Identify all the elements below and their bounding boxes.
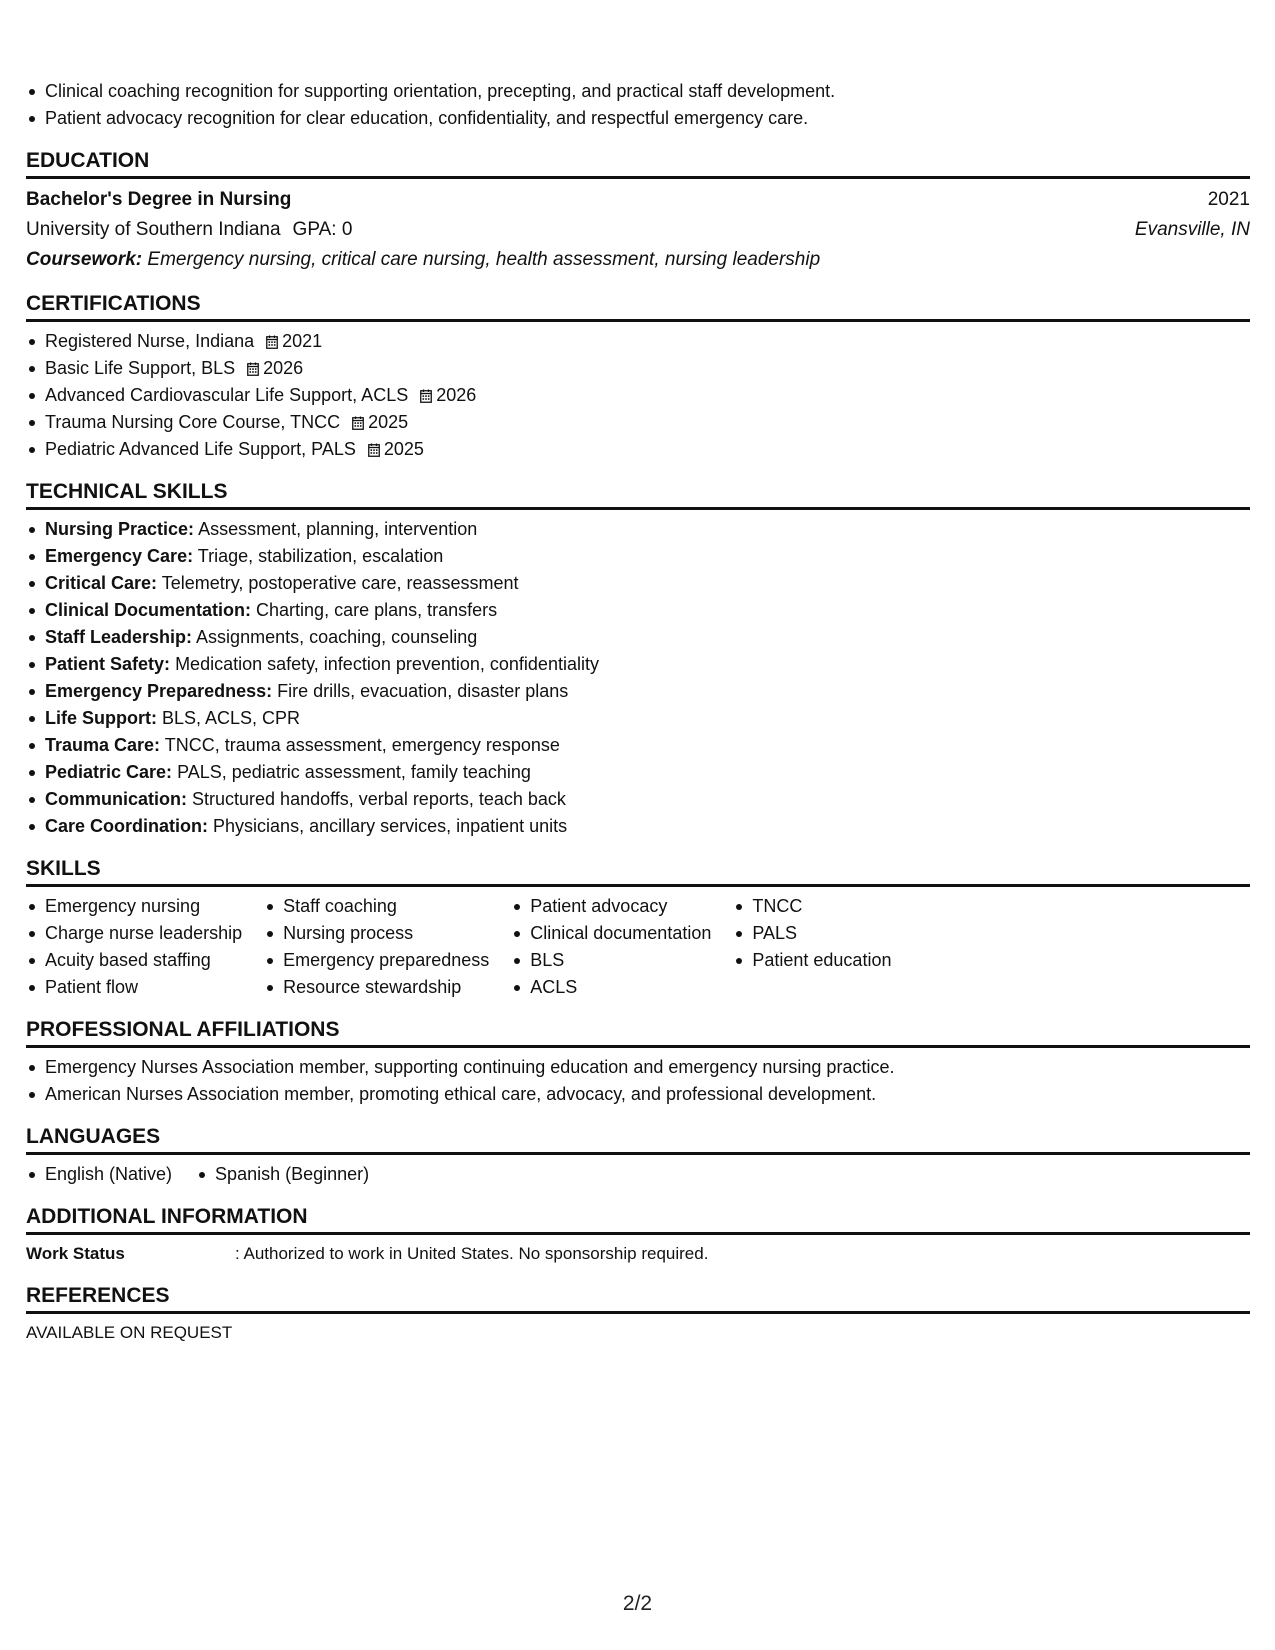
skill-item: Patient flow: [26, 974, 242, 1001]
skill-item: Patient education: [733, 947, 891, 974]
technical-skill-item: [26, 624, 1250, 651]
skills-column: [511, 893, 711, 1001]
school-name: University of Southern Indiana: [26, 219, 281, 240]
section-heading: SKILLS: [26, 856, 1250, 887]
skill-category: Emergency Preparedness:: [45, 681, 273, 701]
additional-info-section: [26, 1204, 1250, 1267]
certification-name: Registered Nurse, Indiana: [45, 331, 255, 351]
skill-item: Patient advocacy: [511, 893, 711, 920]
certification-year: 2026: [263, 358, 304, 378]
degree-title: Bachelor's Degree in Nursing: [26, 189, 292, 210]
skill-category: Staff Leadership:: [45, 627, 193, 647]
skill-category: Trauma Care:: [45, 735, 161, 755]
certification-item: [26, 328, 1250, 355]
skill-details: Telemetry, postoperative care, reassessment: [161, 573, 519, 593]
technical-skill-item: [26, 732, 1250, 759]
affiliations-list: [26, 1054, 1250, 1108]
languages-section: [26, 1124, 1250, 1188]
skills-column: [26, 893, 242, 1001]
coursework-label: Coursework:: [26, 249, 143, 270]
skill-item: Charge nurse leadership: [26, 920, 242, 947]
work-status-value: : Authorized to work in United States. No sponsorship required.: [235, 1244, 709, 1263]
calendar-icon: [247, 362, 259, 376]
skill-item: BLS: [511, 947, 711, 974]
skill-item: Nursing process: [264, 920, 489, 947]
technical-skill-item: [26, 759, 1250, 786]
skills-column: [733, 893, 891, 1001]
certifications-list: [26, 328, 1250, 463]
technical-skill-item: [26, 570, 1250, 597]
education-row-school: [26, 215, 1250, 245]
skill-details: Medication safety, infection prevention, confidentiality: [175, 654, 599, 674]
skill-item: TNCC: [733, 893, 891, 920]
page-number: 2/2: [622, 1592, 653, 1615]
education-row-degree: [26, 185, 1250, 215]
skill-details: Triage, stabilization, escalation: [197, 546, 444, 566]
certification-year: 2025: [383, 439, 424, 459]
skill-details: Physicians, ancillary services, inpatient units: [213, 816, 568, 836]
certification-item: [26, 436, 1250, 463]
skill-details: Assignments, coaching, counseling: [196, 627, 478, 647]
technical-skills-list: [26, 516, 1250, 840]
skill-item: ACLS: [511, 974, 711, 1001]
technical-skill-item: [26, 813, 1250, 840]
skill-details: Assessment, planning, intervention: [198, 519, 478, 539]
section-heading: CERTIFICATIONS: [26, 291, 1250, 322]
technical-skills-section: [26, 479, 1250, 840]
certification-name: Pediatric Advanced Life Support, PALS: [45, 439, 356, 459]
section-heading: EDUCATION: [26, 148, 1250, 179]
section-heading: LANGUAGES: [26, 1124, 1250, 1155]
certification-item: [26, 409, 1250, 436]
work-status-row: [26, 1241, 1250, 1267]
skill-category: Life Support:: [45, 708, 157, 728]
skill-item: Clinical documentation: [511, 920, 711, 947]
skill-item: Staff coaching: [264, 893, 489, 920]
skill-category: Clinical Documentation:: [45, 600, 252, 620]
certification-year: 2025: [368, 412, 409, 432]
certification-item: [26, 355, 1250, 382]
references-text: AVAILABLE ON REQUEST: [26, 1323, 233, 1342]
affiliations-section: [26, 1017, 1250, 1108]
technical-skill-item: [26, 543, 1250, 570]
skill-item: Emergency preparedness: [264, 947, 489, 974]
list-item: Patient advocacy recognition for clear education, confidentiality, and respectful emergency care.: [26, 105, 1250, 132]
skill-item: PALS: [733, 920, 891, 947]
skill-details: Charting, care plans, transfers: [256, 600, 498, 620]
graduation-year: 2021: [1207, 189, 1250, 210]
certifications-section: [26, 291, 1250, 463]
language-item: English (Native): [26, 1161, 172, 1188]
section-heading: ADDITIONAL INFORMATION: [26, 1204, 1250, 1235]
skill-category: Patient Safety:: [45, 654, 171, 674]
calendar-icon: [352, 416, 364, 430]
calendar-icon: [368, 443, 380, 457]
resume-page: [26, 78, 1250, 1346]
section-heading: TECHNICAL SKILLS: [26, 479, 1250, 510]
skill-category: Communication:: [45, 789, 187, 809]
certification-name: Basic Life Support, BLS: [45, 358, 236, 378]
skills-section: [26, 856, 1250, 1001]
technical-skill-item: [26, 651, 1250, 678]
skills-column: [264, 893, 489, 1001]
skill-item: Resource stewardship: [264, 974, 489, 1001]
skill-details: BLS, ACLS, CPR: [162, 708, 301, 728]
school-location: Evansville, IN: [1134, 219, 1250, 240]
education-section: [26, 148, 1250, 275]
work-status-label: Work Status: [26, 1244, 125, 1263]
section-heading: PROFESSIONAL AFFILIATIONS: [26, 1017, 1250, 1048]
technical-skill-item: [26, 705, 1250, 732]
coursework-text: Emergency nursing, critical care nursing, health assessment, nursing leadership: [147, 249, 821, 270]
skill-details: TNCC, trauma assessment, emergency response: [164, 735, 560, 755]
references-section: [26, 1283, 1250, 1346]
certification-name: Advanced Cardiovascular Life Support, ACLS: [45, 385, 409, 405]
technical-skill-item: [26, 678, 1250, 705]
education-row-coursework: [26, 245, 1250, 275]
skill-category: Pediatric Care:: [45, 762, 173, 782]
calendar-icon: [266, 335, 278, 349]
languages-list: [26, 1161, 1250, 1188]
skill-details: Structured handoffs, verbal reports, teach back: [192, 789, 566, 809]
skill-item: Acuity based staffing: [26, 947, 242, 974]
calendar-icon: [420, 389, 432, 403]
skill-details: PALS, pediatric assessment, family teaching: [177, 762, 531, 782]
list-item: Clinical coaching recognition for supporting orientation, precepting, and practical staff development.: [26, 78, 1250, 105]
certification-year: 2026: [436, 385, 477, 405]
certification-year: 2021: [282, 331, 323, 351]
technical-skill-item: [26, 516, 1250, 543]
certification-name: Trauma Nursing Core Course, TNCC: [45, 412, 341, 432]
recognitions-list: [26, 78, 1250, 132]
skill-category: Nursing Practice:: [45, 519, 195, 539]
skill-category: Emergency Care:: [45, 546, 194, 566]
section-heading: REFERENCES: [26, 1283, 1250, 1314]
list-item: American Nurses Association member, promoting ethical care, advocacy, and professional development.: [26, 1081, 1250, 1108]
skill-details: Fire drills, evacuation, disaster plans: [277, 681, 569, 701]
skill-item: Emergency nursing: [26, 893, 242, 920]
skills-grid: [26, 893, 1250, 1001]
skill-category: Critical Care:: [45, 573, 158, 593]
list-item: Emergency Nurses Association member, supporting continuing education and emergency nursing practice.: [26, 1054, 1250, 1081]
certification-item: [26, 382, 1250, 409]
gpa: GPA: 0: [292, 219, 353, 240]
technical-skill-item: [26, 786, 1250, 813]
skill-category: Care Coordination:: [45, 816, 209, 836]
technical-skill-item: [26, 597, 1250, 624]
language-item: Spanish (Beginner): [196, 1161, 369, 1188]
